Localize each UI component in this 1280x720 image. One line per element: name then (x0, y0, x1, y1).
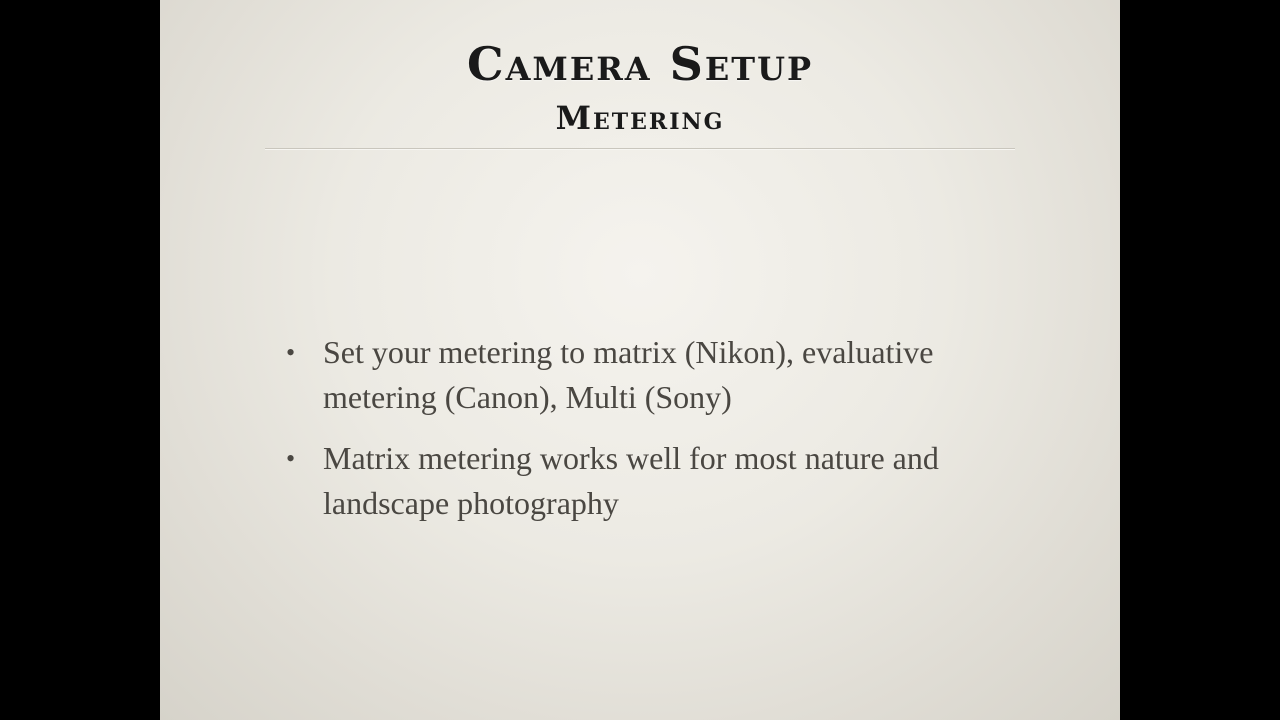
bullet-list (278, 330, 998, 542)
bullet-text: Matrix metering works well for most nature and landscape photography (323, 440, 939, 521)
title-divider (265, 148, 1015, 150)
list-item (278, 436, 998, 526)
bullet-icon: • (286, 338, 296, 367)
list-item (278, 330, 998, 420)
slide-subtitle: Metering (555, 99, 725, 137)
slide-title: Camera Setup (466, 37, 814, 91)
bullet-icon: • (286, 444, 296, 473)
presentation-slide (160, 0, 1120, 720)
bullet-text: Set your metering to matrix (Nikon), evaluative metering (Canon), Multi (Sony) (323, 334, 934, 415)
